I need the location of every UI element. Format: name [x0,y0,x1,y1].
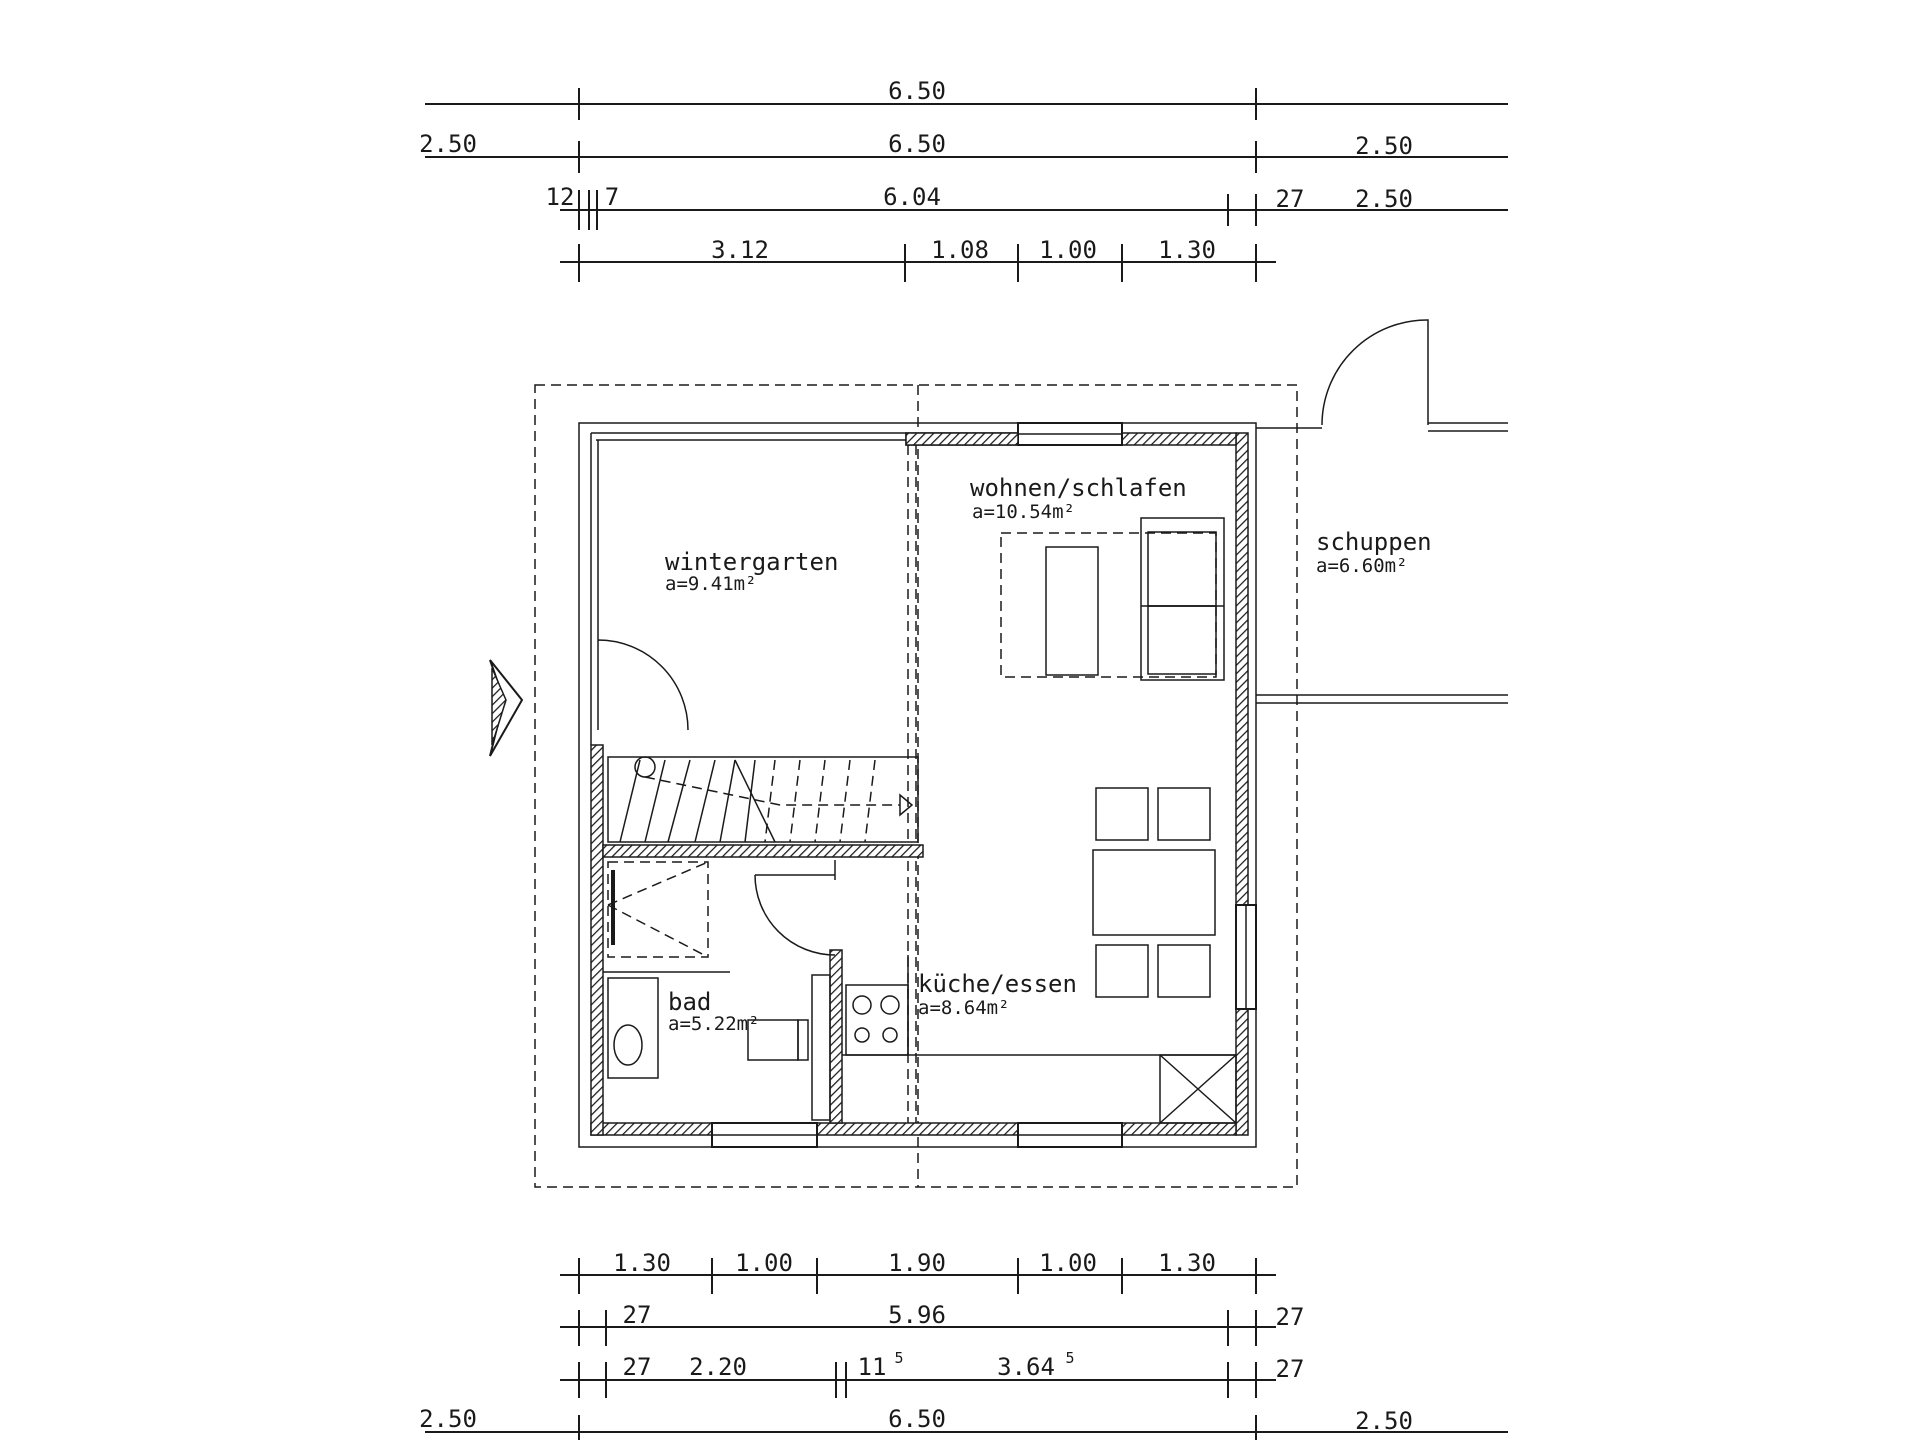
dim-label-superscript: 5 [1065,1349,1075,1367]
dim-label: 1.30 [613,1249,671,1277]
dim-label: 1.00 [735,1249,793,1277]
room-name-kueche: küche/essen [918,970,1077,998]
dim-label: 2.50 [1355,185,1413,213]
dim-label: 6.50 [888,1405,946,1433]
dim-label: 1.00 [1039,236,1097,264]
dim-label: 3.64 [997,1353,1055,1381]
bottom-dim-row-4 [419,1405,1508,1440]
dim-label: 1.30 [1158,1249,1216,1277]
east-wall [1236,433,1248,1135]
dining-table [1093,850,1215,935]
dim-label: 27 [1275,1355,1305,1383]
room-area-schuppen: a=6.60m² [1316,555,1408,577]
dim-label: 2.50 [1355,132,1413,160]
west-wall-lower [591,745,603,1135]
dim-label: 6.04 [883,183,941,211]
south-wall [591,1123,1236,1135]
room-area-bad: a=5.22m² [668,1013,760,1035]
sink-icon [614,1025,642,1065]
dim-label: 12 [545,183,575,211]
dim-label: 6.50 [888,130,946,158]
dining-furniture [842,788,1236,1123]
dim-label: 27 [622,1301,652,1329]
top-dim-row-3 [546,183,1508,230]
living-furniture [1001,518,1224,680]
dim-label: 2.50 [419,1405,477,1433]
chair [1158,788,1210,840]
bottom-dim-row-2 [560,1301,1304,1346]
partition-wall [830,950,842,1123]
room-area-kueche: a=8.64m² [918,997,1010,1019]
door-swing [1322,320,1428,425]
chair [1096,788,1148,840]
staircase [608,757,918,842]
dim-label: 1.90 [888,1249,946,1277]
bottom-dim-row-1 [560,1249,1276,1294]
room-area-wohnen: a=10.54m² [972,501,1075,523]
top-dim-row-2 [419,130,1508,173]
dim-label: 6.50 [888,77,946,105]
dim-label: 11 [857,1353,887,1381]
dim-label: 3.12 [711,236,769,264]
room-labels [665,474,1432,1035]
chair [1096,945,1148,997]
dim-label: 27 [622,1353,652,1381]
bottom-dimension-chains [419,1249,1508,1440]
dim-label: 27 [1275,1303,1305,1331]
room-name-wohnen: wohnen/schlafen [970,474,1187,502]
room-name-bad: bad [668,988,712,1016]
doors [598,320,1428,955]
dim-label: 2.20 [689,1353,747,1381]
dim-label: 7 [604,183,620,211]
shower [608,862,708,957]
room-name-schuppen: schuppen [1316,528,1432,556]
coffee-table [1046,547,1098,675]
dim-label: 1.00 [1039,1249,1097,1277]
bathroom-fixtures [603,862,830,1120]
top-dimension-chains [419,77,1508,282]
stove-icon [846,985,908,1055]
top-dim-row-1 [425,77,1508,120]
top-dim-row-4 [560,236,1276,282]
room-area-wintergarten: a=9.41m² [665,573,757,595]
dim-label-superscript: 5 [894,1349,904,1367]
room-name-wintergarten: wintergarten [665,548,839,576]
dim-label: 2.50 [1355,1407,1413,1435]
bottom-dim-row-3 [560,1349,1304,1398]
sofa [1141,518,1224,680]
dim-label: 1.30 [1158,236,1216,264]
dim-label: 2.50 [419,130,477,158]
rug-outline [1001,533,1216,677]
dim-label: 27 [1275,185,1305,213]
entrance-arrow-icon [490,660,522,756]
partition-wall [603,845,923,857]
chair [1158,945,1210,997]
door-swing [598,640,688,730]
dim-label: 1.08 [931,236,989,264]
door-swing [755,875,835,955]
dim-label: 5.96 [888,1301,946,1329]
